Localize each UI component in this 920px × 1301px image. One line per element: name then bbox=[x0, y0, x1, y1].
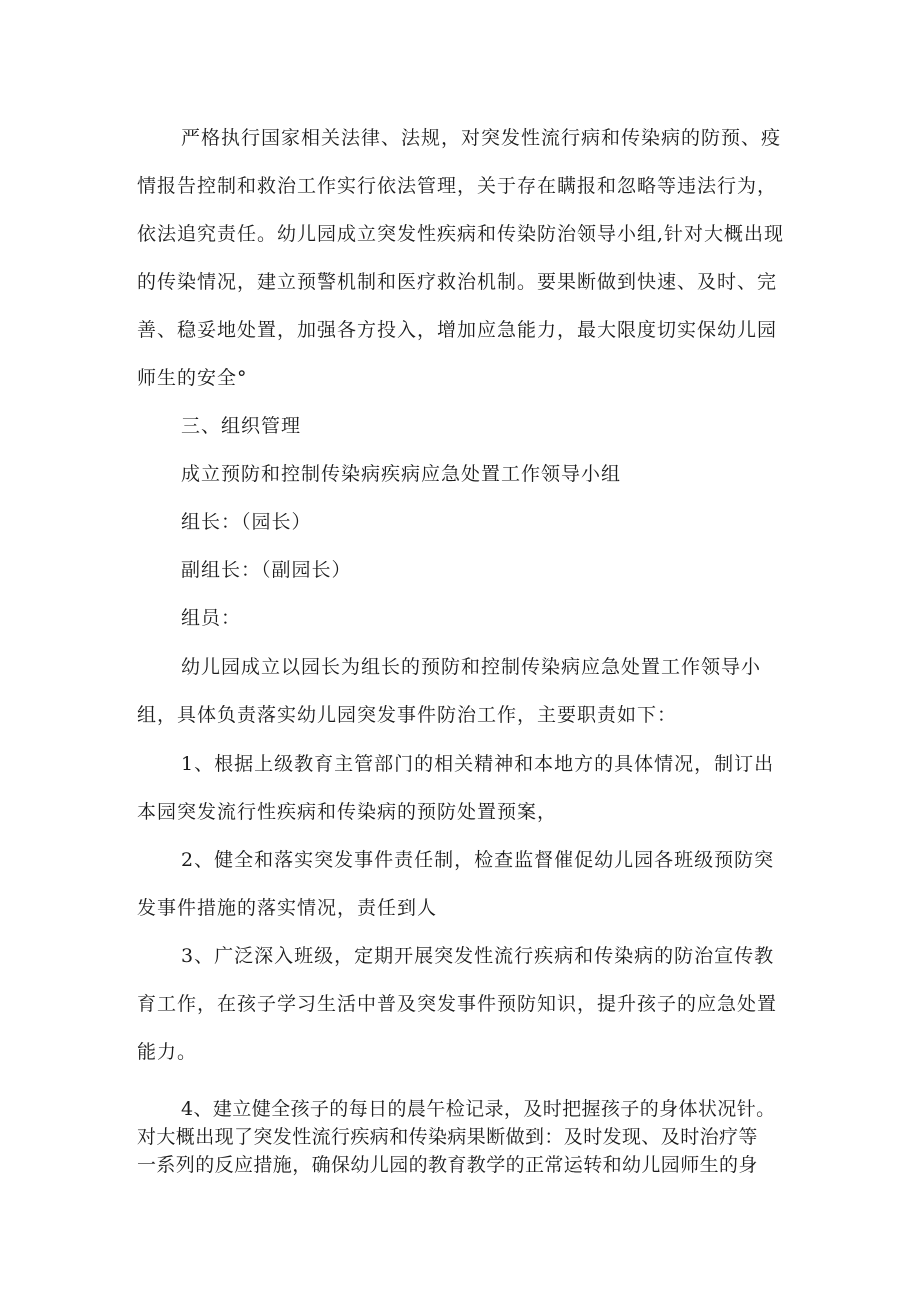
text-line: 副组长：（副园长） bbox=[181, 559, 352, 581]
list-item-text: 4、建立健全孩子的每日的晨午检记录，及时把握孩子的身体状况针。 bbox=[181, 1098, 776, 1120]
text-line: 组长：（园长） bbox=[181, 511, 312, 533]
text-line: 情报告控制和救治工作实行依法管理，关于存在瞒报和忽略等违法行为， bbox=[137, 175, 778, 197]
text-line: 严格执行国家相关法律、法规，对突发性流行病和传染病的防预、疫 bbox=[181, 127, 782, 149]
list-item-text: 1、根据上级教育主管部门的相关精神和本地方的具体情况，制订出 bbox=[181, 753, 775, 775]
list-item-text: 对大概出现了突发性流行疾病和传染病果断做到：及时发现、及时治疗等 bbox=[137, 1126, 758, 1148]
text-line: 依法追究责任。幼儿园成立突发性疾病和传染防治领导小组,针对大概出现 bbox=[137, 223, 785, 245]
text-line: 师生的安全° bbox=[137, 367, 248, 389]
text-line: 的传染情况，建立预警机制和医疗救治机制。要果断做到快速、及时、完 bbox=[137, 271, 778, 293]
section-heading: 三、组织管理 bbox=[181, 415, 302, 437]
list-item-text: 2、健全和落实突发事件责任制，检查监督催促幼儿园各班级预防突 bbox=[181, 849, 775, 871]
list-item-text: 能力。 bbox=[137, 1041, 198, 1063]
list-item-text: 育工作，在孩子学习生活中普及突发事件预防知识，提升孩子的应急处置 bbox=[137, 993, 778, 1015]
list-item-text: 发事件措施的落实情况，责任到人 bbox=[137, 897, 438, 919]
text-line: 成立预防和控制传染病疾病应急处置工作领导小组 bbox=[181, 463, 622, 485]
list-item-text: 一系列的反应措施，确保幼儿园的教育教学的正常运转和幼儿园师生的身 bbox=[137, 1154, 758, 1176]
text-line: 善、稳妥地处置，加强各方投入，增加应急能力，最大限度切实保幼儿园 bbox=[137, 319, 778, 341]
text-line: 幼儿园成立以园长为组长的预防和控制传染病应急处置工作领导小 bbox=[181, 656, 762, 678]
text-line: 组，具体负责落实幼儿园突发事件防治工作，主要职责如下： bbox=[137, 704, 678, 726]
text-line: 组员： bbox=[181, 607, 242, 629]
list-item-text: 3、广泛深入班级，定期开展突发性流行疾病和传染病的防治宣传教 bbox=[181, 945, 775, 967]
list-item-text: 本园突发流行性疾病和传染病的预防处置预案， bbox=[137, 801, 558, 823]
